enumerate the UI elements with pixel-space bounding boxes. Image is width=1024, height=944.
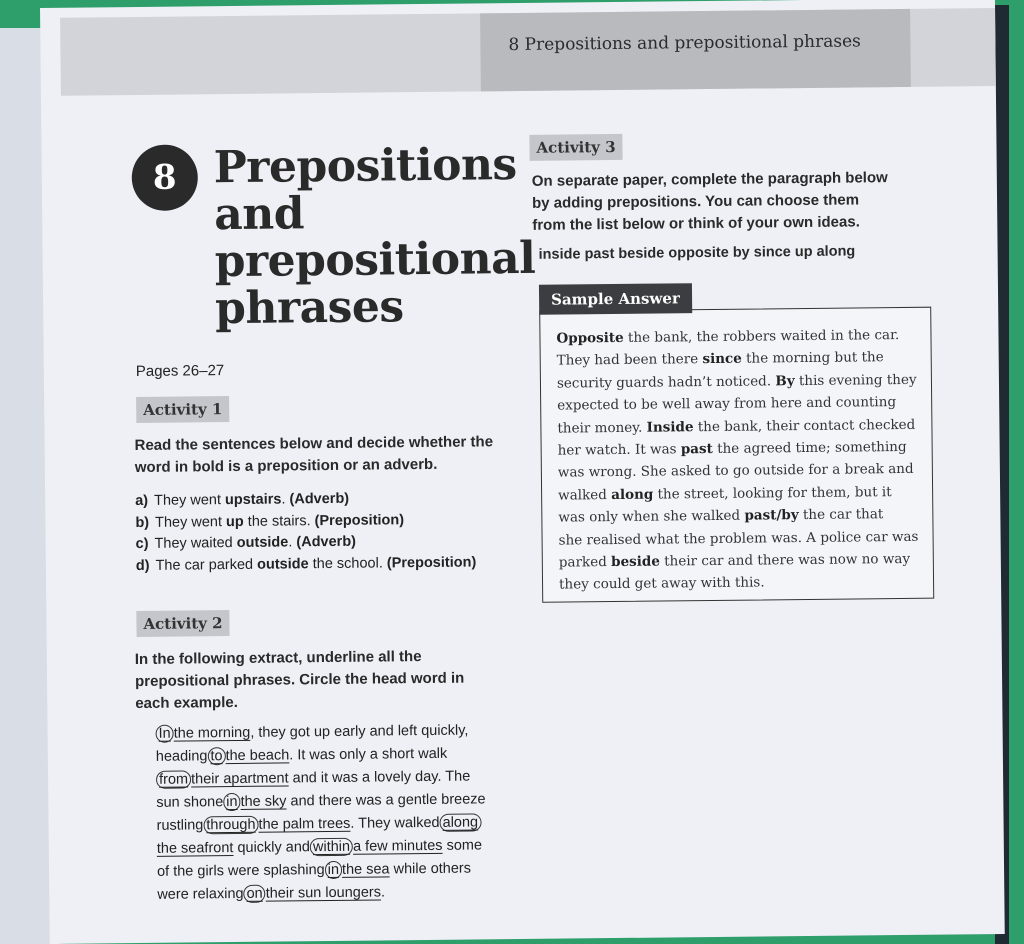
- head-word-text: to: [207, 747, 225, 765]
- sentence-text: They went: [154, 513, 227, 531]
- underlined-phrase: their sun loungers: [265, 884, 382, 902]
- sentence-answer: (Adverb): [289, 490, 350, 508]
- extract-line: [157, 880, 537, 907]
- chapter-title-line: phrases: [214, 281, 404, 335]
- instruction-line: by adding prepositions. You can choose them: [531, 191, 860, 212]
- answer-text-segment: she realised what the problem was. A police car was: [558, 528, 919, 549]
- head-word-text: along: [439, 813, 481, 831]
- extract-text: rustling: [156, 817, 204, 834]
- underlined-phrase: the seafront: [156, 840, 234, 857]
- answer-text-segment: the bank, the robbers waited in the car.: [623, 327, 900, 346]
- head-word-text: within: [310, 838, 353, 856]
- answer-preposition: By: [775, 372, 795, 390]
- chapter-title: [213, 139, 545, 335]
- instruction-line: In the following extract, underline all the: [134, 648, 422, 669]
- instruction-line: word in bold is a preposition or an adverb.: [134, 455, 438, 477]
- answer-text-segment: They had been there: [556, 351, 703, 370]
- sentence-answer: (Preposition): [314, 511, 405, 529]
- circled-head-word: [203, 816, 258, 835]
- activity-2-extract: [155, 719, 537, 907]
- circled-head-word: [156, 725, 174, 743]
- instruction-line: each example.: [135, 693, 238, 713]
- activity-3-label: Activity 3: [529, 134, 622, 161]
- answer-text-segment: walked: [558, 486, 612, 504]
- sentence-letter: c): [135, 535, 149, 553]
- sample-answer-text: [556, 324, 919, 597]
- answer-text-segment: the agreed time; something: [712, 438, 907, 458]
- head-word-text: through: [203, 816, 258, 835]
- underlined-phrase: the beach: [225, 747, 290, 765]
- underlined-phrase: their apartment: [191, 770, 289, 788]
- circled-head-word: [325, 861, 342, 879]
- extract-text: , they got up early and left quickly,: [250, 722, 469, 741]
- activity-2-instruction: [135, 646, 465, 715]
- answer-text-segment: the bank, their contact checked: [693, 416, 916, 435]
- extract-text: some: [442, 837, 483, 854]
- head-word-text: from: [156, 770, 191, 788]
- sentence-text: The car parked: [155, 556, 258, 574]
- instruction-line: from the list below or think of your own ideas.: [532, 213, 860, 234]
- circled-head-word: [243, 885, 265, 903]
- circled-head-word: [310, 838, 353, 856]
- sentence-text: .: [288, 534, 297, 551]
- sentence-bold-word: outside: [257, 555, 309, 573]
- head-word-text: In: [156, 725, 174, 743]
- sample-answer-label: Sample Answer: [539, 283, 692, 315]
- circled-head-word: [439, 813, 481, 831]
- answer-text-segment: was only when she walked: [558, 507, 745, 526]
- underlined-phrase: the sky: [240, 793, 287, 810]
- sentence-item: [136, 552, 477, 577]
- extract-text: and there was a gentle breeze: [286, 791, 486, 810]
- activity-1-sentences: [135, 487, 476, 577]
- sentence-text: the school.: [308, 554, 387, 572]
- sentence-bold-word: upstairs: [224, 491, 282, 509]
- extract-text: while others: [389, 860, 472, 878]
- running-title: 8 Prepositions and prepositional phrases: [508, 31, 861, 56]
- activity-1-instruction: [134, 431, 493, 479]
- extract-text: of the girls were splashing: [156, 862, 325, 880]
- answer-preposition: beside: [611, 553, 660, 571]
- answer-preposition: Opposite: [556, 329, 624, 347]
- underlined-phrase: the morning: [173, 724, 251, 742]
- sentence-text: They went: [153, 492, 226, 509]
- activity-3-instruction: [532, 167, 889, 237]
- head-word-text: in: [325, 861, 342, 879]
- answer-line: [559, 570, 919, 596]
- sentence-text: .: [281, 491, 290, 508]
- extract-text: quickly and: [233, 839, 311, 857]
- sample-answer-box: [539, 307, 934, 603]
- answer-preposition: along: [611, 486, 654, 503]
- chapter-title-line: and: [213, 188, 305, 241]
- activity-2-label: Activity 2: [136, 610, 229, 637]
- answer-preposition: Inside: [646, 418, 694, 436]
- extract-text: and it was a lovely day. The: [288, 768, 471, 787]
- answer-text-segment: expected to be well away from here and counting: [557, 394, 897, 414]
- answer-line: [557, 391, 917, 417]
- extract-text: . They walked: [350, 814, 440, 832]
- answer-text-segment: their car and there was now no way: [659, 550, 911, 570]
- answer-line: [558, 503, 918, 529]
- extract-text: . It was only a short walk: [289, 745, 448, 764]
- instruction-line: Read the sentences below and decide whether the: [134, 433, 494, 455]
- extract-line: [157, 834, 537, 861]
- answer-preposition: past: [680, 441, 713, 458]
- circled-head-word: [207, 747, 225, 765]
- extract-text: were relaxing: [157, 885, 244, 903]
- book-page: [40, 0, 1005, 944]
- extract-text: sun shone: [156, 794, 224, 811]
- chapter-title-line: prepositional: [214, 232, 536, 288]
- sentence-letter: a): [135, 492, 149, 510]
- answer-text-segment: they could get away with this.: [558, 574, 765, 594]
- sentence-letter: d): [135, 557, 150, 574]
- preposition-word-list: inside past beside opposite by since up along: [538, 243, 856, 263]
- head-word-text: on: [243, 885, 265, 903]
- extract-text: .: [380, 884, 386, 901]
- answer-text-segment: the street, looking for them, but it: [653, 483, 892, 503]
- answer-text-segment: the morning but the: [741, 349, 884, 368]
- sentence-text: the stairs.: [243, 512, 315, 530]
- answer-line: [559, 548, 919, 574]
- circled-head-word: [223, 793, 240, 811]
- chapter-number-badge: 8: [131, 144, 198, 211]
- sentence-bold-word: outside: [236, 534, 289, 551]
- instruction-line: On separate paper, complete the paragraph below: [531, 169, 888, 190]
- answer-preposition: since: [702, 351, 742, 368]
- sentence-answer: (Adverb): [296, 533, 357, 551]
- answer-text-segment: their money.: [557, 419, 647, 437]
- answer-text-segment: was wrong. She asked to go outside for a break and: [557, 461, 914, 482]
- sentence-bold-word: up: [225, 513, 244, 530]
- extract-text: heading: [155, 748, 208, 765]
- sentence-text: They waited: [154, 534, 237, 552]
- answer-text-segment: the car that: [798, 506, 884, 524]
- head-word-text: in: [223, 793, 240, 811]
- underlined-phrase: the sea: [341, 861, 390, 878]
- sentence-letter: b): [135, 514, 150, 531]
- answer-text-segment: parked: [558, 554, 612, 571]
- answer-text-segment: this evening they: [794, 371, 917, 389]
- activity-1-label: Activity 1: [136, 396, 229, 423]
- circled-head-word: [156, 770, 191, 788]
- sentence-answer: (Preposition): [386, 553, 477, 571]
- answer-text-segment: security guards hadn’t noticed.: [556, 373, 776, 392]
- instruction-line: prepositional phrases. Circle the head word in: [134, 669, 465, 691]
- pages-reference: Pages 26–27: [135, 362, 225, 381]
- chapter-title-line: Prepositions: [213, 139, 517, 194]
- answer-preposition: past/by: [744, 507, 799, 524]
- answer-text-segment: her watch. It was: [557, 441, 681, 459]
- underlined-phrase: the palm trees: [258, 815, 351, 833]
- underlined-phrase: a few minutes: [352, 837, 443, 855]
